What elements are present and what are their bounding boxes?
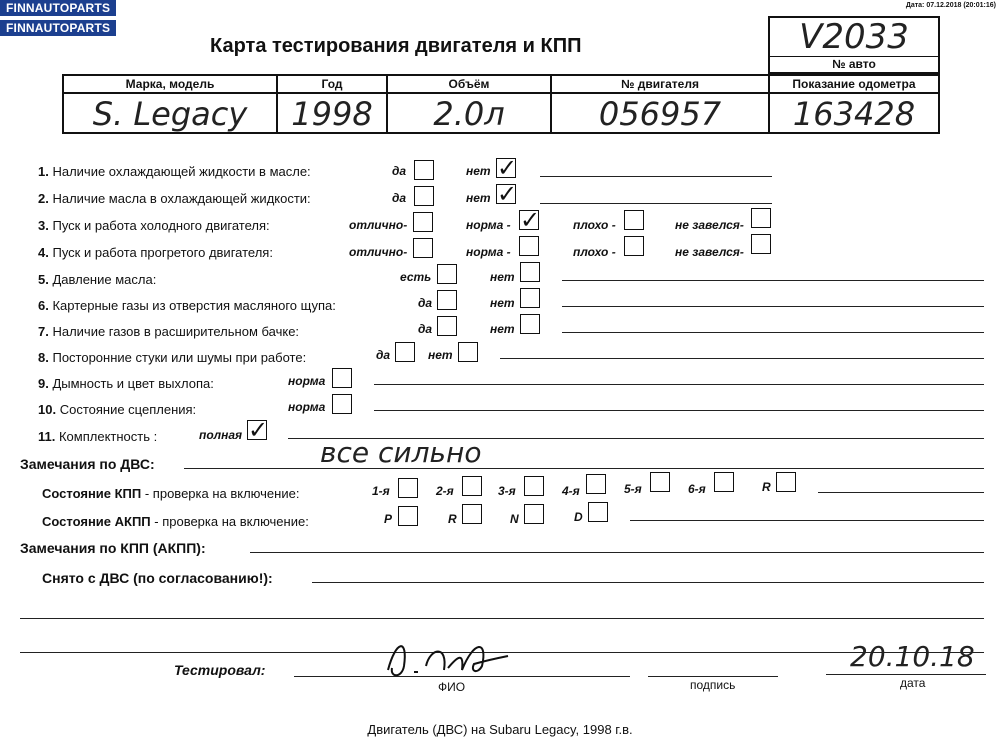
q1-opt2-checkbox[interactable] [496, 155, 518, 182]
odometer-label: Показание одометра [768, 74, 940, 94]
q11-opt1-label: полная [199, 428, 243, 442]
car-number-label: № авто [768, 56, 940, 74]
kpp-line [818, 492, 984, 493]
q5-opt1-label: есть [400, 270, 432, 284]
q8-opt2-checkbox[interactable] [458, 342, 478, 362]
q6-line [562, 306, 984, 307]
remarks-dvs-line [184, 468, 984, 469]
akpp-gear-r-label: R [448, 512, 457, 526]
q10-opt1-label: норма [288, 400, 326, 414]
q3-opt2-label: норма - [466, 218, 511, 232]
odometer-value: 163428 [768, 92, 940, 134]
q8-opt1-label: да [376, 348, 391, 362]
kpp-gear-r-label: R [762, 480, 771, 494]
check-mark-icon: ✓ [248, 417, 269, 444]
q4-opt1-checkbox[interactable] [413, 238, 433, 258]
model-label: Марка, модель [62, 74, 278, 94]
removed-label: Снято с ДВС (по согласованию!): [42, 570, 273, 586]
kpp-gear-2-label: 2-я [436, 484, 454, 498]
date-label: дата [900, 676, 926, 690]
q10-opt1-checkbox[interactable] [332, 394, 352, 414]
akpp-gear-r-checkbox[interactable] [462, 504, 482, 524]
question-10: 10. Состояние сцепления: [38, 402, 197, 417]
kpp-gear-5-checkbox[interactable] [650, 472, 670, 492]
car-number-value: V2033 [799, 17, 909, 57]
question-6: 6. Картерные газы из отверстия масляного щупа: [38, 298, 336, 313]
engine-label: № двигателя [550, 74, 770, 94]
q8-opt2-label: нет [428, 348, 453, 362]
q9-line [374, 384, 984, 385]
q5-line [562, 280, 984, 281]
q4-opt4-label: не завелся- [675, 245, 744, 259]
question-3: 3. Пуск и работа холодного двигателя: [38, 218, 270, 233]
q3-opt4-label: не завелся- [675, 218, 744, 232]
page-title: Карта тестирования двигателя и КПП [210, 35, 582, 57]
akpp-label: Состояние АКПП - проверка на включение: [42, 514, 309, 529]
kpp-gear-6-label: 6-я [688, 482, 706, 496]
q8-line [500, 358, 984, 359]
q4-opt2-checkbox[interactable] [519, 236, 539, 256]
akpp-gear-p-checkbox[interactable] [398, 506, 418, 526]
question-8: 8. Посторонние стуки или шумы при работе: [38, 350, 307, 365]
kpp-gear-r-checkbox[interactable] [776, 472, 796, 492]
q8-opt1-checkbox[interactable] [395, 342, 415, 362]
akpp-gear-d-label: D [574, 510, 583, 524]
q1-opt1-checkbox[interactable] [414, 160, 434, 180]
q2-line [540, 203, 772, 204]
q6-opt1-label: да [418, 296, 433, 310]
q3-opt2-checkbox[interactable] [519, 207, 541, 234]
question-4: 4. Пуск и работа прогретого двигателя: [38, 245, 273, 260]
q6-opt1-checkbox[interactable] [437, 290, 457, 310]
q7-opt2-checkbox[interactable] [520, 314, 540, 334]
date-line [826, 674, 986, 675]
remarks-dvs-label: Замечания по ДВС: [20, 456, 155, 472]
date-value: 20.10.18 [850, 640, 975, 673]
q3-opt3-checkbox[interactable] [624, 210, 644, 230]
signature-label: подпись [690, 678, 736, 692]
question-7: 7. Наличие газов в расширительном бачке: [38, 324, 300, 339]
akpp-gear-n-label: N [510, 512, 519, 526]
kpp-gear-3-checkbox[interactable] [524, 476, 544, 496]
watermark-bottom: FINNAUTOPARTS [0, 20, 116, 36]
check-mark-icon: ✓ [497, 181, 518, 208]
akpp-gear-d-checkbox[interactable] [588, 502, 608, 522]
q4-opt1-label: отлично- [349, 245, 408, 259]
engine-value: 056957 [550, 92, 770, 134]
akpp-line [630, 520, 984, 521]
q4-opt4-checkbox[interactable] [751, 234, 771, 254]
blank-line-1 [20, 618, 984, 619]
kpp-gear-3-label: 3-я [498, 484, 516, 498]
car-number-box [768, 16, 940, 56]
check-mark-icon: ✓ [520, 207, 541, 234]
q5-opt2-label: нет [490, 270, 515, 284]
kpp-gear-1-label: 1-я [372, 484, 390, 498]
q3-opt3-label: плохо - [573, 218, 616, 232]
q4-opt3-checkbox[interactable] [624, 236, 644, 256]
model-value: S. Legacy [62, 92, 278, 134]
datestamp: Дата: 07.12.2018 (20:01:16) [905, 2, 996, 9]
q11-opt1-checkbox[interactable] [247, 417, 269, 444]
q1-line [540, 176, 772, 177]
q10-line [374, 410, 984, 411]
q2-opt1-label: да [392, 191, 407, 205]
q9-opt1-label: норма [288, 374, 326, 388]
q7-line [562, 332, 984, 333]
q2-opt2-checkbox[interactable] [496, 181, 518, 208]
q9-opt1-checkbox[interactable] [332, 368, 352, 388]
q4-opt3-label: плохо - [573, 245, 616, 259]
q5-opt1-checkbox[interactable] [437, 264, 457, 284]
question-5: 5. Давление масла: [38, 272, 157, 287]
q2-opt1-checkbox[interactable] [414, 186, 434, 206]
q4-opt2-label: норма - [466, 245, 511, 259]
kpp-gear-6-checkbox[interactable] [714, 472, 734, 492]
watermark-top: FINNAUTOPARTS [0, 0, 116, 16]
volume-value: 2.0л [386, 92, 552, 134]
question-1: 1. Наличие охлаждающей жидкости в масле: [38, 164, 311, 179]
q1-opt1-label: да [392, 164, 407, 178]
q6-opt2-checkbox[interactable] [520, 288, 540, 308]
handwritten-signature [378, 630, 518, 686]
question-2: 2. Наличие масла в охлаждающей жидкости: [38, 191, 311, 206]
q6-opt2-label: нет [490, 296, 515, 310]
kpp-gear-2-checkbox[interactable] [462, 476, 482, 496]
kpp-gear-4-checkbox[interactable] [586, 474, 606, 494]
remarks-kpp-label: Замечания по КПП (АКПП): [20, 540, 206, 556]
year-label: Год [276, 74, 388, 94]
q2-opt2-label: нет [466, 191, 491, 205]
caption: Двигатель (ДВС) на Subaru Legacy, 1998 г.в. [367, 722, 633, 737]
kpp-gear-5-label: 5-я [624, 482, 642, 496]
question-9: 9. Дымность и цвет выхлопа: [38, 376, 214, 391]
q7-opt1-label: да [418, 322, 433, 336]
q7-opt2-label: нет [490, 322, 515, 336]
remarks-dvs-value: все сильно [320, 436, 482, 469]
q7-opt1-checkbox[interactable] [437, 316, 457, 336]
akpp-gear-p-label: P [384, 512, 393, 526]
volume-label: Объём [386, 74, 552, 94]
q1-opt2-label: нет [466, 164, 491, 178]
q3-opt4-checkbox[interactable] [751, 208, 771, 228]
kpp-gear-1-checkbox[interactable] [398, 478, 418, 498]
akpp-gear-n-checkbox[interactable] [524, 504, 544, 524]
q3-opt1-checkbox[interactable] [413, 212, 433, 232]
fio-label: ФИО [438, 680, 466, 694]
question-11: 11. Комплектность : [38, 429, 158, 444]
q5-opt2-checkbox[interactable] [520, 262, 540, 282]
tested-label: Тестировал: [174, 662, 266, 678]
removed-line [312, 582, 984, 583]
check-mark-icon: ✓ [497, 155, 518, 182]
signature-line [648, 676, 778, 677]
year-value: 1998 [276, 92, 388, 134]
q3-opt1-label: отлично- [349, 218, 408, 232]
remarks-kpp-line [250, 552, 984, 553]
kpp-label: Состояние КПП - проверка на включение: [42, 486, 300, 501]
kpp-gear-4-label: 4-я [562, 484, 580, 498]
